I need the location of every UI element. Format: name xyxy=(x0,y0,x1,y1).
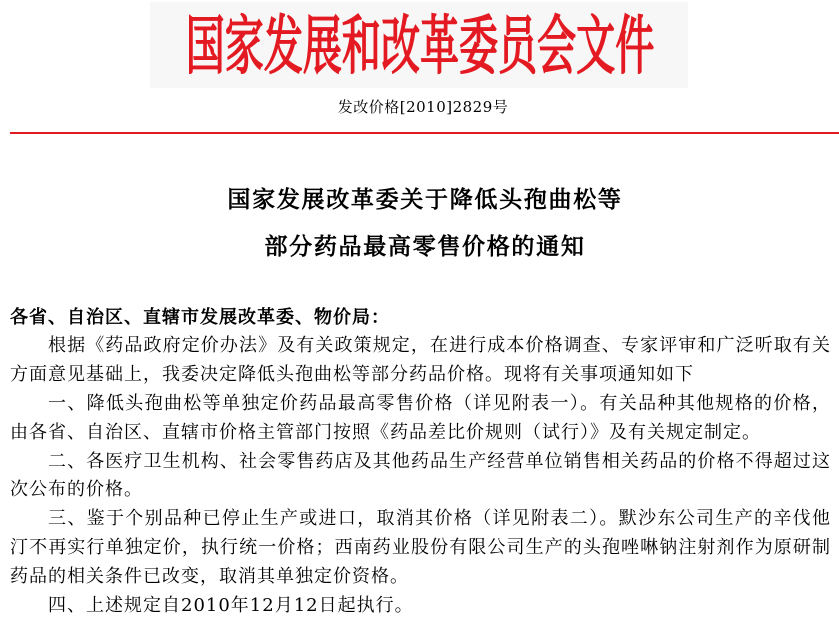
paragraph-5 xyxy=(10,592,831,621)
paragraph-line: 根据《药品政府定价办法》及有关政策规定，在进行成本价格调查、专家评审和广泛听取有关 xyxy=(48,335,831,357)
notice-title-line-1: 国家发展改革委关于降低头孢曲松等 xyxy=(227,186,623,213)
red-divider xyxy=(10,132,839,134)
paragraph-2 xyxy=(10,390,831,448)
paragraph-line: 由各省、自治区、直辖市价格主管部门按照《药品差比价规则（试行）》及有关规定制定。 xyxy=(10,421,761,443)
paragraph-line: 次公布的价格。 xyxy=(10,479,143,501)
notice-title-line-2: 部分药品最高零售价格的通知 xyxy=(264,233,586,260)
paragraph-line: 药品的相关条件已改变，取消其单独定价资格。 xyxy=(10,565,409,587)
org-title: 国家发展和改革委员会文件 xyxy=(185,9,654,84)
paragraph-line: 方面意见基础上，我委决定降低头孢曲松等部分药品价格。现将有关事项通知如下 xyxy=(10,364,694,386)
doc-number: 发改价格[2010]2829号 xyxy=(337,98,509,116)
paragraph-line: 汀不再实行单独定价，执行统一价格；西南药业股份有限公司生产的头孢唑啉钠注射剂作为原研制 xyxy=(10,536,831,558)
paragraph-1 xyxy=(10,332,831,390)
salutation: 各省、自治区、直辖市发展改革委、物价局： xyxy=(10,306,390,328)
paragraph-4 xyxy=(10,505,831,591)
paragraph-line: 二、各医疗卫生机构、社会零售药店及其他药品生产经营单位销售相关药品的价格不得超过这 xyxy=(48,450,831,472)
paragraph-line: 四、上述规定自2010年12月12日起执行。 xyxy=(48,594,414,616)
paragraph-line: 三、鉴于个别品种已停止生产或进口，取消其价格（详见附表二）。默沙东公司生产的辛伐他 xyxy=(48,508,831,530)
paragraph-3 xyxy=(10,448,831,506)
paragraph-line: 一、降低头孢曲松等单独定价药品最高零售价格（详见附表一）。有关品种其他规格的价格， xyxy=(48,392,831,414)
notice-body xyxy=(10,304,831,621)
letterhead xyxy=(0,9,839,84)
